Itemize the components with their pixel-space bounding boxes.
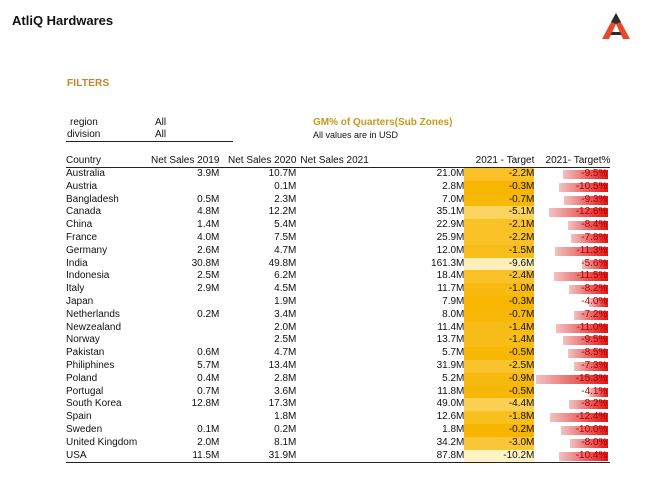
net-sales-2020-cell: 4.7M [274,347,297,359]
country-cell: Portugal [66,385,104,397]
net-sales-2021-cell: 21.0M [436,168,465,179]
target-cell: -2.4M [464,270,534,283]
net-sales-2019-cell: 11.5M [151,450,219,463]
target-pct-cell [534,194,610,207]
net-sales-2020-cell: 1.8M [274,411,297,423]
net-sales-2020-cell: 17.3M [268,398,297,410]
net-sales-2021-cell: 87.8M [296,450,464,463]
target-pct-value: -8.2% [581,283,608,295]
header-2021-target-pct[interactable]: 2021- Target% [534,154,610,168]
target-pct-cell [534,181,610,194]
net-sales-2021-cell: 8.0M [442,308,465,320]
net-sales-2021-cell: 2.8M [442,180,465,192]
table-row[interactable] [66,258,610,271]
net-sales-2020-cell: 2.0M [274,321,297,333]
country-cell: Canada [66,206,102,218]
net-sales-2020-cell: 12.2M [268,206,297,218]
target-cell: -1.4M [464,334,534,347]
target-cell: -10.2M [464,450,534,463]
table-row[interactable] [66,386,610,399]
table-row[interactable] [66,450,610,463]
target-pct-value: -11.5% [576,270,608,282]
country-cell: Netherlands [66,308,120,320]
target-pct-value: -12.6% [575,206,608,218]
target-cell: -0.5M [464,347,534,360]
table-row[interactable] [66,373,610,386]
filter-region-label: region [70,117,98,128]
net-sales-2020-cell: 6.2M [274,270,297,282]
target-cell: -0.3M [464,181,534,194]
net-sales-2021-cell: 12.0M [436,244,465,256]
country-cell: Spain [66,411,92,423]
atliq-logo-icon [601,12,631,40]
country-cell: Japan [66,295,94,307]
net-sales-2019-cell: 2.0M [197,436,220,448]
table-header-row [66,154,610,168]
table-row[interactable] [66,437,610,450]
net-sales-2019-cell: 0.7M [197,385,220,397]
table-row[interactable] [66,334,610,347]
target-pct-cell [534,219,610,232]
company-name: AtliQ Hardwares [12,13,114,28]
country-cell: Austria [66,180,98,192]
country-cell: Bangladesh [66,193,119,205]
target-pct-cell [534,398,610,411]
target-cell: -1.8M [464,411,534,424]
net-sales-2019-cell: 30.8M [191,257,220,269]
table-row[interactable] [66,194,610,207]
header-2021-target[interactable]: 2021 - Target [464,154,534,168]
country-cell: China [66,219,93,231]
target-cell: -0.7M [464,194,534,207]
net-sales-2020-cell: 10.7M [268,168,297,179]
net-sales-2020-cell: 2.8M [274,372,297,384]
table-row[interactable] [66,181,610,194]
target-pct-cell [534,437,610,450]
target-pct-value: -8.2% [581,398,608,410]
net-sales-2021-cell: 7.0M [442,193,465,205]
filter-region-value[interactable]: All [155,117,167,128]
target-cell: -5.1M [464,206,534,219]
target-pct-value: -12.4% [575,411,608,423]
target-cell: -0.2M [464,424,534,437]
net-sales-2021-cell: 49.0M [436,398,465,410]
table-row[interactable] [66,322,610,335]
net-sales-2021-cell: 1.8M [442,423,465,435]
country-cell: Pakistan [66,347,105,359]
country-cell: Newzealand [66,321,122,333]
target-cell: -1.5M [464,245,534,258]
net-sales-2020-cell: 4.7M [274,244,297,256]
table-row[interactable] [66,424,610,437]
target-pct-value: -4.0% [581,295,608,307]
target-pct-cell [534,373,610,386]
target-cell: -2.2M [464,168,534,181]
net-sales-2019-cell: 0.2M [197,308,220,320]
target-pct-value: -10.0% [575,423,608,435]
filters-title: FILTERS [67,78,110,89]
net-sales-2019-cell: 3.9M [197,168,220,179]
target-pct-value: -4.1% [581,385,608,397]
table-row[interactable] [66,232,610,245]
target-pct-value: -15.3% [575,372,608,384]
header-net-sales-2020[interactable]: Net Sales 2020 [219,154,296,168]
net-sales-2021-cell: 22.9M [436,219,465,231]
net-sales-2021-cell: 18.4M [436,270,465,282]
net-sales-2019-cell: 2.5M [197,270,220,282]
target-cell: -2.2M [464,232,534,245]
target-cell: -4.4M [464,398,534,411]
net-sales-2019-cell: 0.5M [197,193,220,205]
net-sales-2019-cell: 2.9M [197,283,220,295]
net-sales-2019-cell: 0.1M [197,423,220,435]
report-subtitle: All values are in USD [313,130,399,140]
table-row[interactable] [66,245,610,258]
country-cell: India [66,257,88,269]
net-sales-2019-cell: 12.8M [191,398,220,410]
country-cell: Italy [66,283,85,295]
target-pct-value: -7.2% [581,308,608,320]
net-sales-2020-cell: 49.8M [268,257,297,269]
country-cell: USA [66,450,151,463]
target-cell: -1.4M [464,322,534,335]
target-pct-cell [534,258,610,271]
net-sales-2020-cell: 2.3M [274,193,297,205]
country-cell: Indonesia [66,270,110,282]
target-pct-value: -7.8% [581,231,608,243]
table-row[interactable] [66,296,610,309]
target-pct-value: -8.0% [581,436,608,448]
target-cell: -2.1M [464,219,534,232]
country-cell: Sweden [66,423,103,435]
header-net-sales-2021[interactable]: Net Sales 2021 [296,154,464,168]
target-pct-value: -9.3% [581,193,608,205]
filter-division-label: division [67,129,101,140]
target-pct-cell [534,334,610,347]
target-pct-cell [534,270,610,283]
net-sales-2021-cell: 34.2M [436,436,465,448]
net-sales-2019-cell: 4.8M [197,206,220,218]
target-cell: -9.6M [464,258,534,271]
net-sales-2019-cell: 4.0M [197,231,220,243]
table-row[interactable] [66,411,610,424]
net-sales-2020-cell: 13.4M [268,359,297,371]
target-pct-value: -7.3% [581,359,608,371]
net-sales-2021-cell: 13.7M [436,334,465,346]
target-pct-cell [534,360,610,373]
table-row[interactable] [66,168,610,181]
country-cell: France [66,231,98,243]
target-pct-cell [534,386,610,399]
net-sales-2021-cell: 161.3M [431,257,465,269]
header-country[interactable]: Country [66,154,151,168]
net-sales-2020-cell: 4.5M [274,283,297,295]
target-pct-cell [534,245,610,258]
net-sales-2021-cell: 25.9M [436,231,465,243]
net-sales-2020-cell: 3.4M [274,308,297,320]
target-pct-value: -11.3% [576,244,608,256]
net-sales-2019-cell [151,322,219,335]
target-pct-value: -8.5% [581,347,608,359]
net-sales-2021-cell: 31.9M [436,359,465,371]
target-pct-value: -8.4% [581,219,608,231]
target-pct-cell [534,450,610,463]
table-row[interactable] [66,360,610,373]
net-sales-2019-cell: 2.6M [197,244,220,256]
target-pct-value: -10.5% [575,180,608,192]
target-pct-value: -5.6% [581,257,608,269]
net-sales-2021-cell: 11.8M [437,385,465,397]
net-sales-2020-cell: 0.2M [274,423,297,435]
net-sales-2019-cell: 0.4M [197,372,220,384]
net-sales-2019-cell: 0.6M [197,347,220,359]
target-cell: -0.9M [464,373,534,386]
target-pct-value: -9.5% [581,334,608,346]
country-cell: Germany [66,244,108,256]
country-cell: Philiphines [66,359,115,371]
net-sales-2020-cell: 31.9M [219,450,296,463]
net-sales-2020-cell: 0.1M [274,180,297,192]
target-cell: -0.7M [464,309,534,322]
net-sales-2020-cell: 3.6M [274,385,297,397]
net-sales-2021-cell: 5.2M [442,372,465,384]
target-pct-value: -11.0% [576,321,608,333]
target-pct-value: -10.4% [575,449,608,461]
target-pct-cell [534,168,610,181]
target-pct-cell [534,296,610,309]
table-row[interactable] [66,270,610,283]
target-pct-cell [534,322,610,335]
report-title: GM% of Quarters(Sub Zones) [313,117,453,128]
country-cell: United Kingdom [66,436,138,448]
target-cell: -0.5M [464,386,534,399]
target-pct-cell [534,424,610,437]
net-sales-2021-cell: 5.7M [442,347,465,359]
net-sales-2021-cell: 12.6M [436,411,465,423]
net-sales-2021-cell: 7.9M [442,295,465,307]
target-pct-cell [534,347,610,360]
table-row[interactable] [66,283,610,296]
net-sales-2020-cell: 2.5M [274,334,297,346]
target-cell: -1.0M [464,283,534,296]
header-net-sales-2019[interactable]: Net Sales 2019 [151,155,220,166]
net-sales-2021-cell: 35.1M [436,206,465,218]
table-row[interactable] [66,206,610,219]
net-sales-2019-cell: 1.4M [197,219,220,231]
table-row[interactable] [66,347,610,360]
country-cell: Australia [66,168,105,179]
target-cell: -2.5M [464,360,534,373]
net-sales-2019-cell [151,296,219,309]
target-pct-cell [534,232,610,245]
country-cell: Poland [66,372,98,384]
country-cell: South Korea [66,398,122,410]
table-row[interactable] [66,219,610,232]
target-pct-cell [534,206,610,219]
country-cell: Norway [66,334,100,346]
net-sales-2019-cell [151,181,219,194]
net-sales-2019-cell [151,411,219,424]
target-cell: -0.3M [464,296,534,309]
table-row[interactable] [66,398,610,411]
table-row[interactable] [66,309,610,322]
net-sales-2020-cell: 5.4M [274,219,297,231]
target-pct-cell [534,411,610,424]
filter-divider [66,141,233,142]
net-sales-table [66,154,610,463]
target-pct-cell [534,283,610,296]
net-sales-2020-cell: 1.9M [274,295,297,307]
net-sales-2021-cell: 11.4M [437,321,465,333]
net-sales-2019-cell [151,334,219,347]
net-sales-2020-cell: 8.1M [274,436,297,448]
net-sales-2021-cell: 11.7M [437,283,465,295]
net-sales-2019-cell: 5.7M [197,359,220,371]
filter-division-value[interactable]: All [155,129,167,140]
target-pct-value: -9.5% [581,168,608,179]
target-pct-cell [534,309,610,322]
target-cell: -3.0M [464,437,534,450]
net-sales-2020-cell: 7.5M [274,231,297,243]
